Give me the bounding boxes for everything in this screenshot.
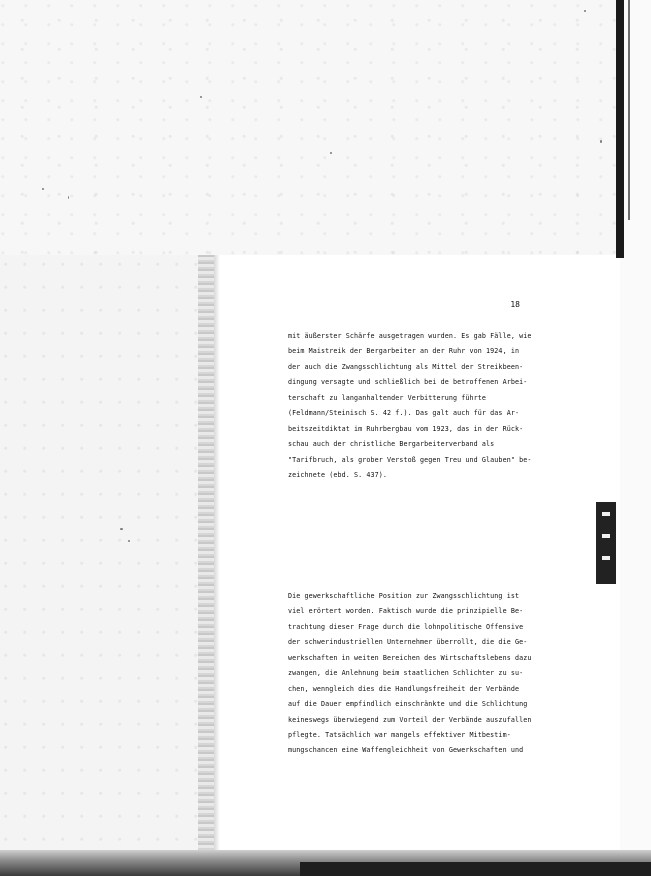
text-line: auf die Dauer empfindlich einschränkte und die Schlichtung — [288, 700, 528, 709]
text-line: beitszeitdiktat im Ruhrbergbau vom 1923, das in der Rück- — [288, 424, 524, 433]
scan-speck — [584, 10, 586, 12]
scan-speck — [200, 96, 202, 98]
text-line: trachtung dieser Frage durch die lohnpolitische Offensive — [288, 622, 524, 631]
text-line: der schwerindustriellen Unternehmer überrollt, die die Ge- — [288, 638, 528, 647]
right-edge-bar — [616, 0, 624, 258]
text-line: terschaft zu langanhaltender Verbitterung führte — [288, 393, 487, 402]
text-line: (Feldmann/Steinisch S. 42 f.). Das galt auch für das Ar- — [288, 409, 520, 418]
body-paragraph — [288, 589, 532, 759]
scan-noise-area — [0, 0, 651, 255]
bottom-dark-edge — [300, 862, 651, 876]
text-line: viel erörtert worden. Faktisch wurde die prinzipielle Be- — [288, 607, 524, 616]
text-line: mungschancen eine Waffengleichheit von Gewerkschaften und — [288, 746, 524, 755]
scan-speck — [128, 540, 130, 542]
text-line: schau auch der christliche Bergarbeiterverband als — [288, 440, 495, 449]
text-line: der auch die Zwangsschlichtung als Mittel der Streikbeen- — [288, 362, 524, 371]
body-paragraph — [288, 329, 532, 483]
text-line: Die gewerkschaftliche Position zur Zwangsschlichtung ist — [288, 592, 520, 600]
scan-speck — [68, 196, 69, 199]
text-line: zwangen, die Anlehnung beim staatlichen Schlichter zu su- — [288, 669, 524, 678]
text-line: pflegte. Tatsächlich war mangels effektiver Mitbestim- — [288, 730, 511, 739]
binding-edge — [198, 255, 214, 850]
text-line: mit äußerster Schärfe ausgetragen wurden. Es gab Fälle, wie — [288, 332, 532, 340]
scan-speck — [120, 528, 123, 530]
scan-speck — [42, 188, 44, 190]
text-line: keineswegs überwiegend zum Vorteil der Verbände auszufallen — [288, 715, 532, 724]
text-line: beim Maistreik der Bergarbeiter an der Ruhr von 1924, in — [288, 347, 520, 356]
text-line: "Tarifbruch, als grober Verstoß gegen Treu und Glauben" be- — [288, 455, 532, 464]
side-tab-notch — [602, 534, 610, 538]
scan-speck — [600, 140, 602, 143]
page-number: 18 — [510, 300, 520, 309]
text-line: chen, wenngleich dies die Handlungsfreiheit der Verbände — [288, 684, 520, 693]
side-tab-notch — [602, 512, 610, 516]
text-line: zeichnete (ebd. S. 437). — [288, 470, 388, 479]
side-tab-notch — [602, 556, 610, 560]
scan-speck — [330, 152, 332, 154]
text-line: dingung versagte und schließlich bei de betroffenen Arbei- — [288, 378, 528, 387]
right-edge-line — [628, 0, 630, 220]
right-scan-margin — [620, 0, 651, 876]
text-line: werkschaften in weiten Bereichen des Wirtschaftslebens dazu — [288, 653, 532, 662]
